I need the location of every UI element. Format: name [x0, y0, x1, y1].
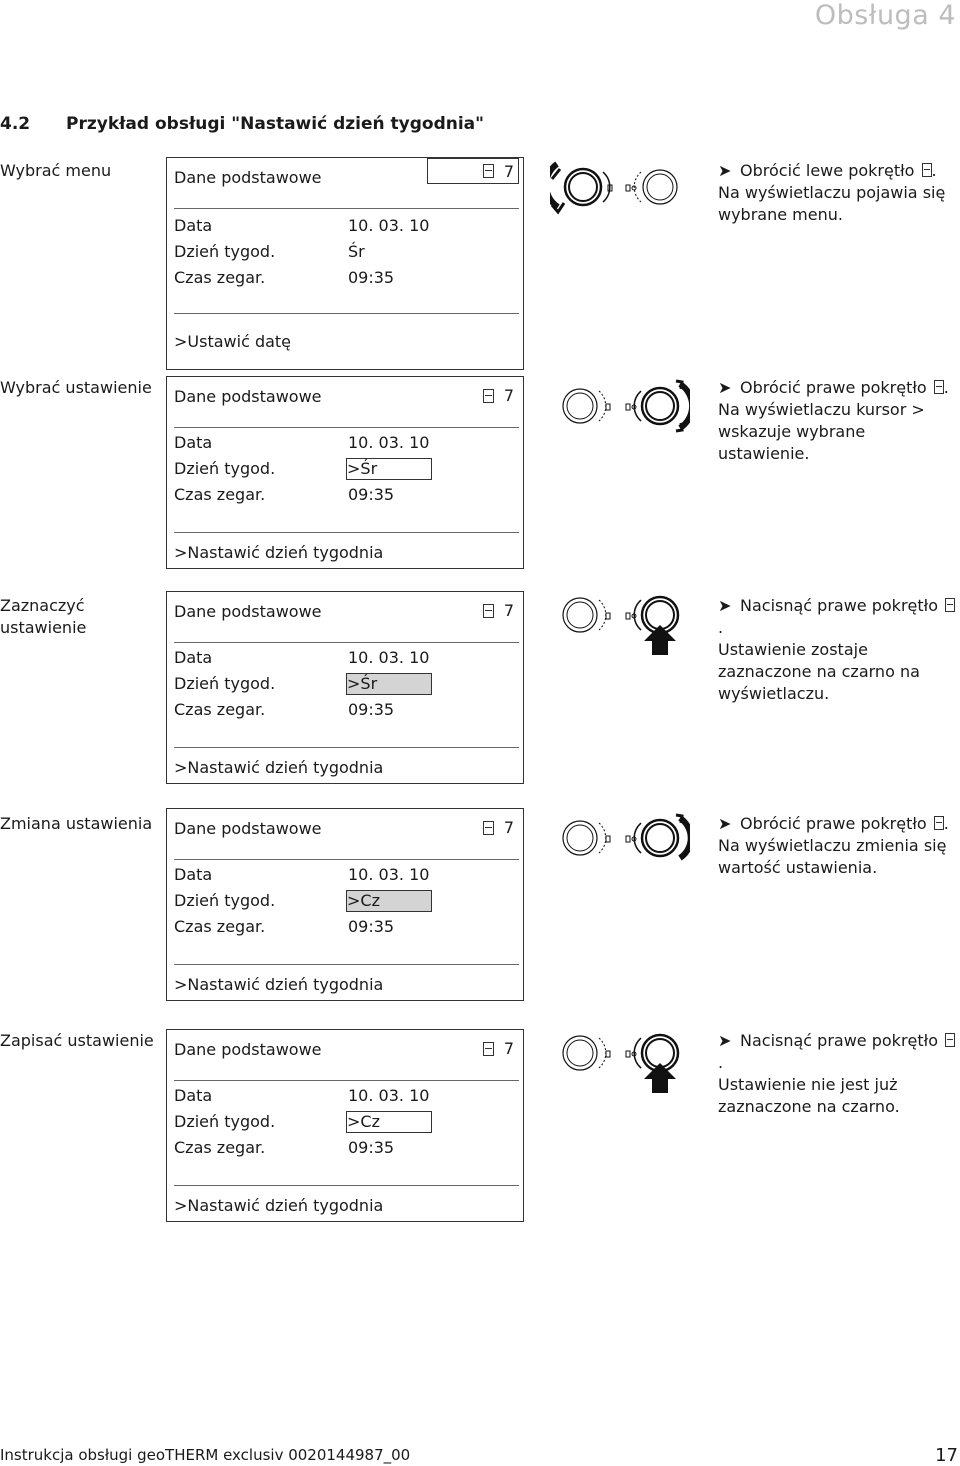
menu-indicator	[426, 817, 518, 841]
row-time	[174, 267, 394, 289]
selected-value-box: >Cz	[346, 890, 432, 912]
row-value: 10. 03. 10	[348, 433, 430, 452]
divider	[174, 642, 519, 643]
knobs-left-rotate-illustration	[550, 157, 690, 221]
instruction-action	[718, 595, 960, 639]
bullet-arrow-icon: ➤	[718, 378, 732, 397]
left-knob-icon	[922, 163, 932, 177]
row-value: 09:35	[348, 268, 395, 287]
menu-indicator	[426, 600, 518, 624]
menu-icon	[483, 1042, 494, 1056]
action-suffix: .	[718, 618, 724, 637]
step-label: Wybrać menu	[0, 161, 112, 180]
instruction-result: Na wyświetlaczu zmienia się wartość ustawienia.	[718, 836, 947, 877]
menu-indicator	[426, 385, 518, 409]
row-value: 09:35	[348, 700, 395, 719]
instruction-action	[718, 813, 960, 835]
row-key: Dzień tygod.	[174, 1112, 276, 1131]
menu-icon	[483, 389, 494, 403]
divider	[174, 427, 519, 428]
row-key: Dzień tygod.	[174, 891, 276, 910]
action-text: Nacisnąć prawe pokrętło	[740, 1031, 938, 1050]
row-weekday	[174, 890, 432, 912]
divider	[174, 859, 519, 860]
action-suffix: .	[718, 1053, 724, 1072]
screen-title: Dane podstawowe	[174, 1040, 322, 1059]
menu-indicator	[426, 1038, 518, 1062]
instruction-result: Na wyświetlaczu kursor > wskazuje wybrane ustawienie.	[718, 400, 925, 463]
cursor-value-box: >Śr	[346, 458, 432, 480]
row-time	[174, 699, 394, 721]
row-key: Czas zegar.	[174, 268, 266, 287]
row-value: 09:35	[348, 485, 395, 504]
right-knob-icon	[934, 816, 944, 830]
menu-number: 7	[503, 1039, 514, 1058]
instruction-result: Ustawienie nie jest już zaznaczone na czarno.	[718, 1075, 900, 1116]
row-time	[174, 1137, 394, 1159]
screen-footer: >Nastawić dzień tygodnia	[174, 975, 384, 994]
menu-icon	[483, 164, 494, 178]
display-screen	[166, 591, 524, 784]
row-key: Czas zegar.	[174, 485, 266, 504]
instruction-result: Na wyświetlaczu pojawia się wybrane menu.	[718, 183, 946, 224]
row-key: Data	[174, 865, 213, 884]
row-value: 09:35	[348, 917, 395, 936]
display-screen	[166, 808, 524, 1001]
chapter-header: Obsługa 4	[814, 0, 956, 31]
selected-value-box: >Śr	[346, 673, 432, 695]
step-label: Zapisać ustawienie	[0, 1031, 154, 1050]
divider	[174, 1185, 519, 1186]
row-key: Data	[174, 648, 213, 667]
row-value: 10. 03. 10	[348, 1086, 430, 1105]
section-number: 4.2	[0, 114, 31, 134]
instruction-action	[718, 1030, 960, 1074]
right-knob-icon	[945, 598, 955, 612]
row-value: 10. 03. 10	[348, 648, 430, 667]
row-date	[174, 864, 429, 886]
divider	[174, 313, 519, 314]
row-value: Śr	[348, 242, 365, 261]
knobs-right-press-illustration	[550, 1029, 690, 1099]
instruction-result: Ustawienie zostaje zaznaczone na czarno na wyświetlaczu.	[718, 640, 920, 703]
section-heading	[0, 114, 484, 134]
bullet-arrow-icon: ➤	[718, 814, 732, 833]
screen-footer: >Nastawić dzień tygodnia	[174, 1196, 384, 1215]
right-knob-icon	[934, 380, 944, 394]
knobs-right-rotate-illustration	[550, 808, 690, 872]
step-label: Zmiana ustawienia	[0, 814, 153, 833]
row-value: 10. 03. 10	[348, 216, 430, 235]
action-suffix: .	[943, 814, 949, 833]
action-suffix: .	[931, 161, 937, 180]
action-text: Obrócić prawe pokrętło	[740, 378, 927, 397]
divider	[174, 964, 519, 965]
row-key: Dzień tygod.	[174, 674, 276, 693]
screen-footer: >Ustawić datę	[174, 332, 292, 351]
row-key: Data	[174, 216, 213, 235]
row-value: 10. 03. 10	[348, 865, 430, 884]
menu-number: 7	[503, 162, 514, 181]
row-weekday	[174, 458, 432, 480]
divider	[174, 747, 519, 748]
row-key: Data	[174, 1086, 213, 1105]
row-key: Dzień tygod.	[174, 242, 276, 261]
row-value: 09:35	[348, 1138, 395, 1157]
action-suffix: .	[943, 378, 949, 397]
row-key: Czas zegar.	[174, 700, 266, 719]
screen-footer: >Nastawić dzień tygodnia	[174, 543, 384, 562]
section-title: Przykład obsługi "Nastawić dzień tygodnia"	[66, 114, 485, 134]
screen-title: Dane podstawowe	[174, 387, 322, 406]
instruction-action	[718, 377, 960, 399]
display-screen	[166, 376, 524, 569]
bullet-arrow-icon: ➤	[718, 1031, 732, 1050]
row-weekday	[174, 1111, 432, 1133]
row-key: Dzień tygod.	[174, 459, 276, 478]
instruction-action	[718, 160, 960, 182]
instruction	[718, 377, 960, 465]
row-date	[174, 1085, 429, 1107]
divider	[174, 1080, 519, 1081]
page-number: 17	[935, 1445, 958, 1466]
row-time	[174, 484, 394, 506]
screen-title: Dane podstawowe	[174, 602, 322, 621]
row-date	[174, 432, 429, 454]
row-weekday	[174, 241, 365, 263]
document-title: Instrukcja obsługi geoTHERM exclusiv 0020144987_00	[0, 1446, 411, 1464]
page-footer	[0, 1440, 960, 1464]
action-text: Obrócić lewe pokrętło	[740, 161, 915, 180]
step-label: Zaznaczyć ustawienie	[0, 596, 87, 637]
divider	[174, 532, 519, 533]
step-label: Wybrać ustawienie	[0, 378, 152, 397]
menu-icon	[483, 821, 494, 835]
instruction	[718, 160, 960, 226]
display-screen	[166, 157, 524, 370]
row-date	[174, 215, 429, 237]
instruction	[718, 813, 960, 879]
row-date	[174, 647, 429, 669]
menu-number: 7	[503, 818, 514, 837]
knobs-right-press-illustration	[550, 591, 690, 661]
right-knob-icon	[945, 1033, 955, 1047]
bullet-arrow-icon: ➤	[718, 161, 732, 180]
divider	[174, 208, 519, 209]
instruction	[718, 595, 960, 705]
row-key: Czas zegar.	[174, 917, 266, 936]
menu-number: 7	[503, 601, 514, 620]
screen-title: Dane podstawowe	[174, 819, 322, 838]
menu-icon	[483, 604, 494, 618]
bullet-arrow-icon: ➤	[718, 596, 732, 615]
screen-title: Dane podstawowe	[174, 168, 322, 187]
screen-footer: >Nastawić dzień tygodnia	[174, 758, 384, 777]
cursor-value-box: >Cz	[346, 1111, 432, 1133]
row-time	[174, 916, 394, 938]
display-screen	[166, 1029, 524, 1222]
knobs-right-rotate-illustration	[550, 376, 690, 440]
row-key: Data	[174, 433, 213, 452]
menu-number: 7	[503, 386, 514, 405]
instruction	[718, 1030, 960, 1118]
menu-indicator	[427, 158, 519, 184]
action-text: Obrócić prawe pokrętło	[740, 814, 927, 833]
row-weekday	[174, 673, 432, 695]
row-key: Czas zegar.	[174, 1138, 266, 1157]
action-text: Nacisnąć prawe pokrętło	[740, 596, 938, 615]
